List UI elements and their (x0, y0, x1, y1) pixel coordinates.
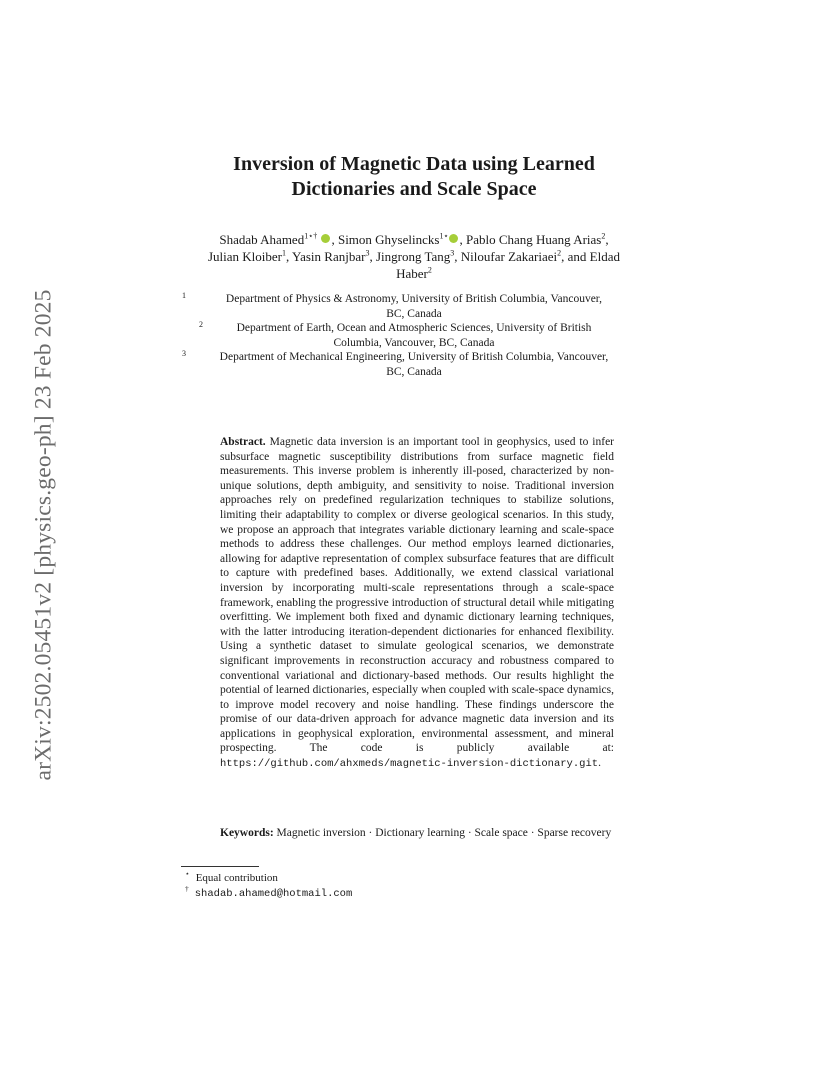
author-affil-mark: 2 (601, 231, 606, 241)
title-line-1: Inversion of Magnetic Data using Learned (233, 153, 595, 175)
footnote-item (181, 883, 581, 902)
author-affil-mark: 2 (427, 265, 432, 275)
author-name: Shadab Ahamed (219, 232, 305, 247)
affiliation-number: 1 (182, 291, 186, 300)
abstract-text: Magnetic data inversion is an important tool in geophysics, used to infer subsurface magnetic susceptibility distributions from surface magnetic field measurements. This inverse problem is inherently ill-posed, characterized by non-unique solutions, depth ambiguity, and sensitivity to noise. Traditional inversion approaches rely on predefined regularization techniques to stabilize solutions, limiting their adaptability to complex or diverse geological scenarios. In this study, we propose an approach that integrates variable dictionary learning and scale-space methods to address these challenges. Our method employs learned dictionaries, allowing for adaptive representation of complex subsurface features that are difficult to capture with predefined bases. Additionally, we extend classical variational inversion by incorporating multi-scale representations through a scale-space framework, enabling the progressive introduction of structural detail while mitigating overfitting. We implement both fixed and dynamic dictionary learning techniques, with the latter introducing iteration-dependent dictionaries for enhanced flexibility. Using a synthetic dataset to simulate geological scenarios, we demonstrate significant improvements in reconstruction accuracy and robustness compared to conventional variational and dictionary-based methods. Our results highlight the potential of learned dictionaries, especially when coupled with scale-space dynamics, to improve model recovery and noise handling. These findings underscore the promise of our data-driven approach for advance magnetic data inversion and its applications in geophysical exploration, environmental assessment, and mineral prospecting. The code is publicly available at: (220, 436, 615, 755)
footnotes (181, 871, 581, 901)
author-list (172, 231, 656, 282)
affiliation-item (172, 350, 656, 379)
abstract-label: Abstract. (220, 436, 266, 448)
keywords-text: Magnetic inversion · Dictionary learning · Scale space · Sparse recovery (276, 827, 612, 839)
affiliation-text: Department of Mechanical Engineering, University of British Columbia, Vancouver, (219, 351, 609, 364)
author-affil-mark: 1 (282, 248, 286, 258)
arxiv-identifier: arXiv:2502.05451v2 [physics.geo-ph] 23 Feb 2025 (30, 289, 57, 781)
affiliation-text: BC, Canada (386, 365, 442, 378)
affiliation-number: 2 (199, 320, 203, 330)
paper-title (180, 152, 648, 202)
affiliation-item (172, 292, 656, 321)
author-affil-mark: 1⋆† (304, 231, 318, 241)
affiliation-list (172, 292, 656, 380)
arxiv-sidebar (19, 250, 69, 820)
affiliation-item (172, 321, 656, 350)
orcid-icon[interactable] (321, 234, 330, 243)
contact-email[interactable]: shadab.ahamed@hotmail.com (194, 887, 353, 900)
keywords (220, 826, 614, 841)
author-affil-mark: 3 (450, 248, 455, 258)
affiliation-text: BC, Canada (386, 307, 442, 320)
author-affil-mark: 1⋆ (439, 231, 449, 241)
author-affil-mark: 2 (557, 248, 562, 258)
affiliation-text: Department of Earth, Ocean and Atmospheric Sciences, University of British (236, 322, 592, 335)
orcid-icon[interactable] (449, 234, 458, 243)
footnote-mark: † (185, 883, 189, 893)
footnote-mark: ⋆ (185, 869, 190, 879)
author-name: , and Eldad (561, 249, 620, 264)
author-affil-mark: 3 (365, 248, 370, 258)
author-name: , Yasin Ranjbar (286, 249, 366, 264)
author-name: Julian Kloiber (207, 249, 282, 264)
author-name: Haber (396, 266, 428, 281)
abstract (220, 435, 614, 772)
abstract-end: . (598, 757, 601, 770)
footnote-divider (181, 866, 259, 867)
author-name: , Pablo Chang Huang Arias (459, 232, 602, 247)
keywords-label: Keywords: (220, 827, 274, 839)
author-name: , Niloufar Zakariaei (454, 249, 558, 264)
affiliation-text: Columbia, Vancouver, BC, Canada (333, 336, 495, 349)
affiliation-text: Department of Physics & Astronomy, University of British Columbia, Vancouver, (225, 293, 603, 305)
affiliation-number: 3 (182, 349, 186, 359)
code-link[interactable]: https://github.com/ahxmeds/magnetic-inversion-dictionary.git (220, 758, 599, 771)
footnote-item (181, 871, 581, 886)
author-name: , Jingrong Tang (369, 249, 451, 264)
title-line-2: Dictionaries and Scale Space (291, 178, 537, 200)
author-separator: , (605, 232, 609, 247)
author-name: , Simon Ghyselincks (331, 232, 440, 247)
footnote-text: Equal contribution (195, 872, 278, 884)
